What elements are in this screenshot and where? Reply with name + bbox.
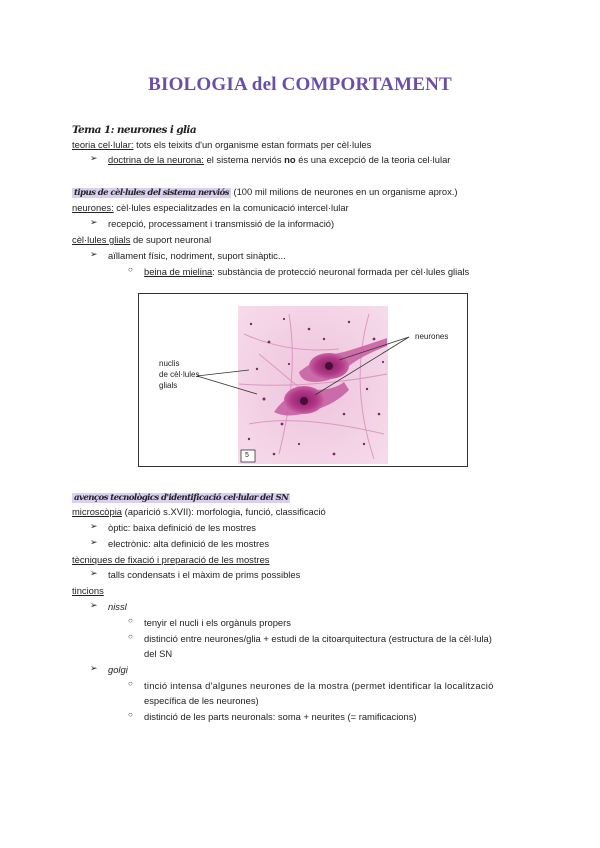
neurones-text: cèl·lules especialitzades en la comunicació intercel·lular — [113, 202, 349, 213]
golgi-label: golgi — [108, 664, 128, 675]
micrograph-svg — [139, 294, 467, 466]
page-title: BIOLOGIA del COMPORTAMENT — [148, 74, 452, 95]
nissl-item-2a: distinció entre neurones/glia + estudi de la citoarquitectura (estructura de la cèl·lula) — [144, 633, 492, 644]
doctrina-text-b: és una excepció de la teoria cel·lular — [295, 154, 451, 165]
teoria-cellular-line — [72, 138, 371, 152]
neurones-line — [72, 201, 349, 215]
glials-bullet: aïllament físic, nodriment, suport sinàptic... — [108, 250, 286, 261]
section-heading-avencos-wrap — [72, 490, 290, 505]
electronic-bullet: electrònic: alta definició de les mostres — [108, 538, 270, 549]
golgi-item-1b: específica de les neurones) — [144, 695, 259, 706]
tipus-cellules-line — [72, 185, 458, 200]
microscopia-text: (aparició s.XVII): morfologia, funció, classificació — [122, 506, 326, 517]
label-neurones: neurones — [415, 332, 449, 341]
arrow-bullet-icon: ➢ — [90, 249, 98, 259]
doctrina-bold: no — [284, 154, 296, 165]
arrow-bullet-icon: ➢ — [90, 568, 98, 578]
circle-bullet-icon: ○ — [128, 616, 133, 625]
myelin-text: : substància de protecció neuronal formada per cèl·lules glials — [212, 266, 470, 277]
micrograph-figure — [138, 293, 468, 467]
label-glials: glials — [159, 381, 178, 390]
nissl-item-1: tenyir el nucli i els orgànuls propers — [144, 617, 291, 628]
neurones-bullet: recepció, processament i transmissió de la informació) — [108, 218, 335, 229]
fixacio-line: tècniques de fixació i preparació de les mostres — [72, 554, 270, 565]
doctrina-neurona-line — [108, 153, 450, 167]
doctrina-neurona-term: doctrina de la neurona: — [108, 154, 204, 165]
tipus-cellules-text: (100 mil milions de neurones en un organisme aprox.) — [230, 186, 458, 197]
glials-term: cèl·lules glials — [72, 234, 131, 245]
section-heading-avencos: avenços tecnològics d'identificació cel·lular del SN — [74, 493, 289, 503]
arrow-bullet-icon: ➢ — [90, 600, 98, 610]
nissl-item-2b: del SN — [144, 648, 173, 659]
teoria-cellular-term: teoria cel·lular: — [72, 139, 134, 150]
arrow-bullet-icon: ➢ — [90, 217, 98, 227]
golgi-item-2: distinció de les parts neuronals: soma + neurites (= ramificacions) — [144, 711, 417, 722]
doctrina-text-a: el sistema nerviós — [203, 154, 285, 165]
label-cellules: de cèl·lules — [159, 370, 200, 379]
microscopia-term: microscòpia — [72, 506, 123, 517]
glials-text: de suport neuronal — [130, 234, 212, 245]
section-heading-tipus: tipus de cèl·lules del sistema nerviós — [74, 188, 229, 198]
optic-bullet: òptic: baixa definició de les mostres — [108, 522, 256, 533]
golgi-item-1a: tinció intensa d'algunes neurones de la mostra (permet identificar la localització — [144, 680, 494, 691]
neurones-term: neurones: — [72, 202, 114, 213]
circle-bullet-icon: ○ — [128, 632, 133, 641]
arrow-bullet-icon: ➢ — [90, 521, 98, 531]
arrow-bullet-icon: ➢ — [90, 663, 98, 673]
circle-bullet-icon: ○ — [128, 679, 133, 688]
nissl-label: nissl — [108, 601, 127, 612]
microscopia-line — [72, 505, 326, 519]
teoria-cellular-text: tots els teixits d'un organisme estan formats per cèl·lules — [133, 139, 372, 150]
myelin-term: beina de mielina — [144, 266, 213, 277]
glials-line — [72, 233, 211, 247]
tincions-line: tincions — [72, 585, 104, 596]
circle-bullet-icon: ○ — [128, 710, 133, 719]
circle-bullet-icon: ○ — [128, 265, 133, 274]
arrow-bullet-icon: ➢ — [90, 537, 98, 547]
section-heading-tema1: Tema 1: neurones i glia — [72, 124, 197, 136]
label-nuclis: nuclis — [159, 359, 180, 368]
figure-number: 5 — [245, 452, 249, 459]
myelin-line — [144, 265, 469, 279]
fixacio-bullet: talls condensats i el màxim de prims possibles — [108, 569, 301, 580]
arrow-bullet-icon: ➢ — [90, 153, 98, 163]
